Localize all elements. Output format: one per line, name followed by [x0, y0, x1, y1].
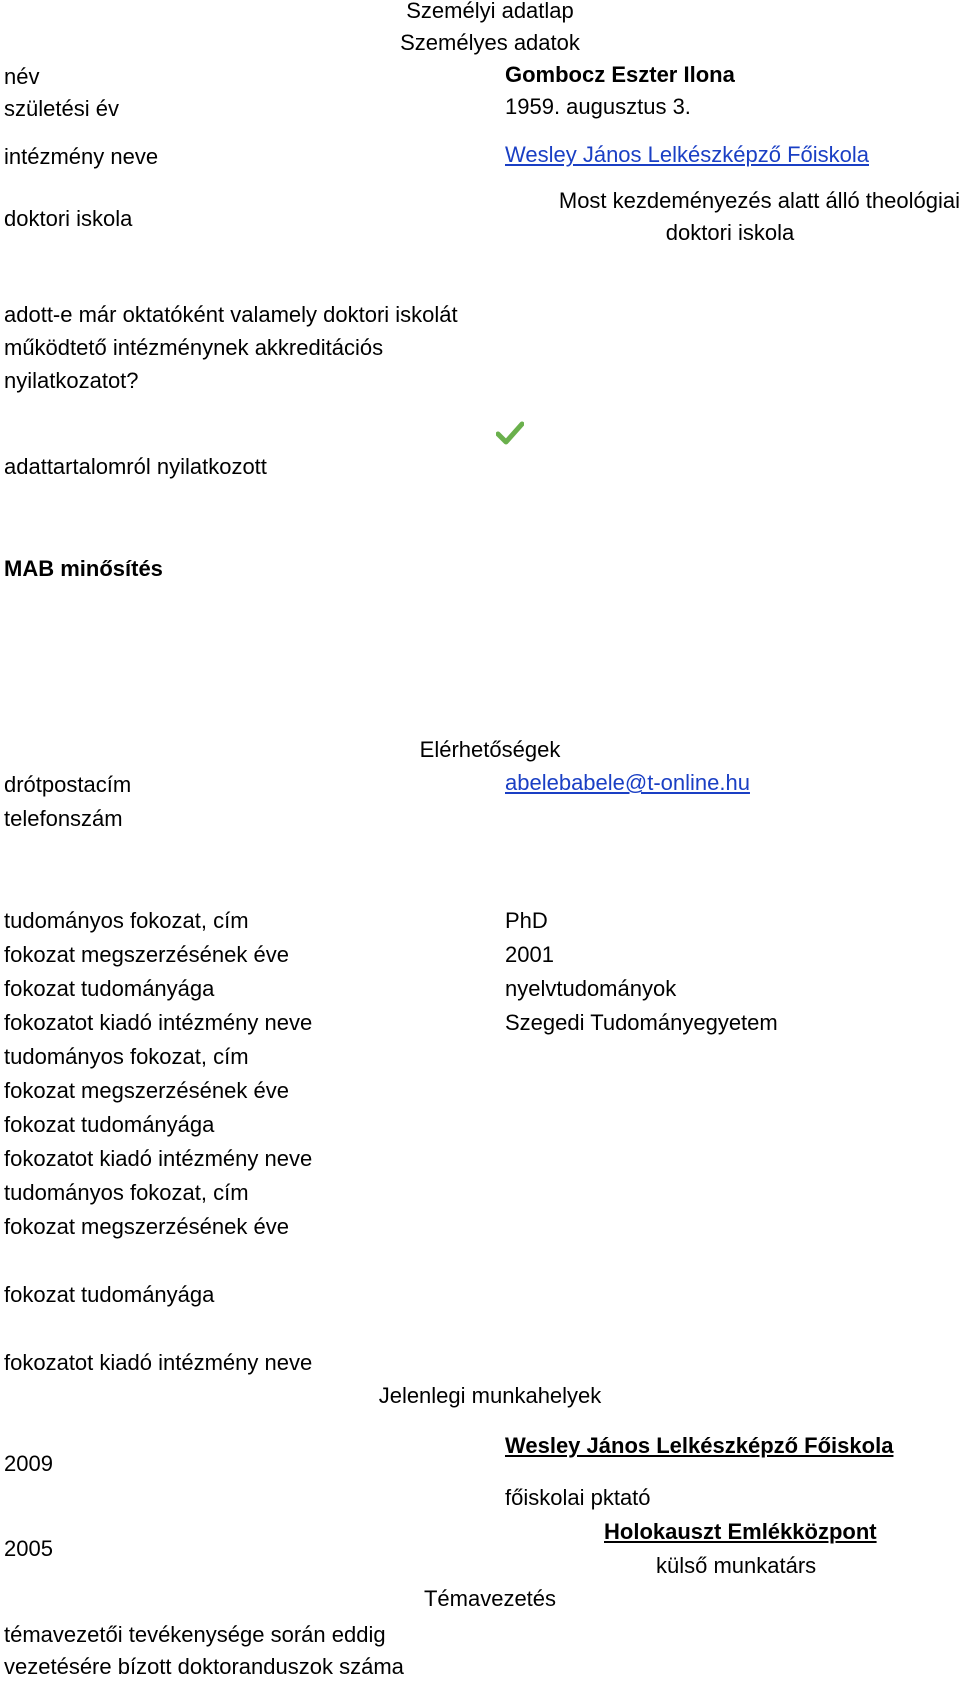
workplace-position: külső munkatárs: [656, 1553, 817, 1578]
degree-issuer-label: fokozatot kiadó intézmény neve: [4, 1146, 313, 1171]
degree-year-value: 2001: [505, 942, 554, 967]
accreditation-question: adott-e már oktatóként valamely doktori iskolát működtető intézménynek akkreditációs nyilatkozatot?: [4, 302, 458, 393]
degree-label: tudományos fokozat, cím: [4, 908, 249, 933]
email-label: drótpostacím: [4, 772, 132, 797]
degree-issuer-label: fokozatot kiadó intézmény neve: [4, 1010, 313, 1035]
degree-field-label: fokozat tudományága: [4, 1282, 215, 1307]
degree-year-label: fokozat megszerzésének éve: [4, 942, 289, 967]
degree-year-label: fokozat megszerzésének éve: [4, 1214, 289, 1239]
name-label: név: [4, 64, 40, 89]
name-value: Gombocz Eszter Ilona: [505, 62, 735, 87]
section-heading-supervision: Témavezetés: [423, 1586, 557, 1611]
workplace-year: 2005: [4, 1536, 53, 1561]
degree-year-label: fokozat megszerzésének éve: [4, 1078, 289, 1103]
degree-field-label: fokozat tudományága: [4, 1112, 215, 1137]
section-heading-personal: Személyes adatok: [400, 30, 580, 55]
birth-value: 1959. augusztus 3.: [505, 94, 691, 119]
workplace-institution-link[interactable]: Wesley János Lelkészképző Főiskola: [505, 1433, 894, 1458]
section-heading-contacts: Elérhetőségek: [419, 737, 561, 762]
data-declared-label: adattartalomról nyilatkozott: [4, 454, 267, 479]
degree-field-value: nyelvtudományok: [505, 976, 677, 1001]
degree-issuer-label: fokozatot kiadó intézmény neve: [4, 1350, 313, 1375]
supervision-count-label-line1: témavezetői tevékenysége során eddig: [4, 1622, 386, 1647]
checkmark-icon: [496, 420, 524, 446]
birth-label: születési év: [4, 96, 119, 121]
doctoral-school-value-line2: doktori iskola: [665, 220, 795, 245]
email-link[interactable]: abelebabele@t-online.hu: [505, 770, 750, 795]
section-heading-workplaces: Jelenlegi munkahelyek: [378, 1383, 602, 1408]
degree-label: tudományos fokozat, cím: [4, 1044, 249, 1069]
degree-field-label: fokozat tudományága: [4, 976, 215, 1001]
phone-label: telefonszám: [4, 806, 123, 831]
degree-label: tudományos fokozat, cím: [4, 1180, 249, 1205]
doctoral-school-value-line1: Most kezdeményezés alatt álló theológiai: [558, 188, 960, 213]
degree-value: PhD: [505, 908, 548, 933]
institution-label: intézmény neve: [4, 144, 159, 169]
workplace-position: főiskolai pktató: [505, 1485, 651, 1510]
institution-link[interactable]: Wesley János Lelkészképző Főiskola: [505, 142, 869, 167]
doctoral-school-label: doktori iskola: [4, 206, 133, 231]
document-title: Személyi adatlap: [406, 0, 574, 23]
workplace-year: 2009: [4, 1451, 53, 1476]
mab-label: MAB minősítés: [4, 556, 163, 581]
degree-issuer-value: Szegedi Tudományegyetem: [505, 1010, 778, 1035]
supervision-count-label-line2: vezetésére bízott doktoranduszok száma: [4, 1654, 404, 1679]
workplace-institution-link[interactable]: Holokauszt Emlékközpont: [604, 1519, 877, 1544]
